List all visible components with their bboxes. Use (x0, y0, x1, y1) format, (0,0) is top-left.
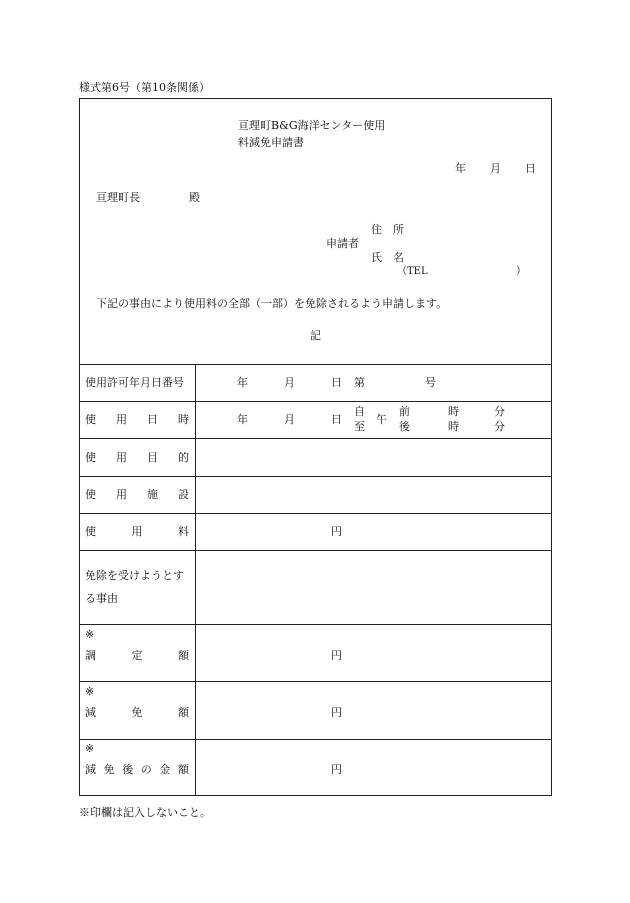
label-char: 定 (131, 649, 143, 662)
datetime-label (85, 414, 189, 425)
addressee-name: 亘理町長 (96, 191, 140, 204)
label-char: 減 (85, 763, 96, 776)
applicant-tel-close: ） (516, 266, 526, 277)
row-divider (79, 401, 552, 402)
label-char: 時 (178, 413, 189, 426)
fee-yen: 円 (331, 525, 342, 538)
label-char: 使 (85, 525, 96, 538)
date-day-label: 日 (525, 162, 536, 175)
application-form (79, 98, 552, 796)
datetime-year: 年 (237, 413, 248, 426)
label-char: 使 (85, 451, 96, 464)
permit-label: 使用許可年月日番号 (85, 376, 184, 389)
label-char: 施 (147, 488, 158, 501)
reason-label-line2: る事由 (85, 592, 118, 605)
column-divider (195, 364, 196, 796)
datetime-go: 午 (376, 413, 387, 426)
label-char: 目 (147, 451, 158, 464)
ki-mark: 記 (310, 329, 321, 342)
label-char: 後 (122, 763, 134, 776)
datetime-to: 至 (354, 420, 365, 433)
purpose-label (85, 452, 189, 463)
datetime-from: 自 (354, 405, 365, 418)
permit-month: 月 (284, 376, 295, 389)
row-divider (79, 438, 552, 439)
datetime-day: 日 (331, 413, 342, 426)
label-char: 用 (116, 451, 127, 464)
datetime-ji-2: 時 (448, 420, 459, 433)
label-char: の (140, 763, 152, 776)
fee-label (85, 526, 189, 537)
row-divider (79, 476, 552, 477)
row-divider (79, 550, 552, 551)
label-char: 料 (178, 525, 189, 538)
row-divider (79, 513, 552, 514)
datetime-fun-2: 分 (494, 420, 505, 433)
after-mark: ※ (85, 742, 95, 755)
facility-label (85, 489, 189, 500)
permit-year: 年 (237, 376, 248, 389)
after-label (85, 764, 189, 775)
footnote: ※印欄は記入しないこと。 (79, 806, 211, 819)
row-divider (79, 739, 552, 740)
label-char: 使 (85, 488, 96, 501)
datetime-fun-1: 分 (494, 405, 505, 418)
request-statement: 下記の事由により使用料の全部（一部）を免除されるよう申請します。 (96, 297, 448, 310)
reduction-yen: 円 (331, 706, 342, 719)
datetime-ato: 後 (399, 420, 410, 433)
applicant-tel-open: （TEL (397, 266, 428, 277)
form-title-line2: 料減免申請書 (238, 136, 304, 149)
row-divider (79, 681, 552, 682)
datetime-ji-1: 時 (448, 405, 459, 418)
reduction-mark: ※ (85, 685, 95, 698)
label-char: 的 (178, 451, 189, 464)
label-char: 金 (159, 763, 171, 776)
permit-gou: 号 (425, 376, 436, 389)
permit-dai: 第 (354, 376, 365, 389)
addressee-honorific: 殿 (189, 191, 200, 204)
applicant-name-label: 氏 名 (371, 251, 404, 264)
label-char: 用 (116, 488, 127, 501)
after-yen: 円 (331, 763, 342, 776)
label-char: 設 (178, 488, 189, 501)
datetime-zen: 前 (399, 405, 410, 418)
assessed-yen: 円 (331, 649, 342, 662)
label-char: 用 (116, 413, 127, 426)
label-char: 免 (103, 763, 115, 776)
applicant-address-label: 住 所 (371, 223, 404, 236)
label-char: 日 (147, 413, 158, 426)
reason-label-line1: 免除を受けようとす (85, 569, 184, 582)
form-number: 様式第6号（第10条関係） (79, 81, 210, 94)
label-char: 減 (85, 706, 96, 719)
label-char: 調 (85, 649, 96, 662)
row-divider (79, 624, 552, 625)
label-char: 額 (178, 706, 189, 719)
datetime-month: 月 (284, 413, 295, 426)
table-top-line (79, 364, 552, 365)
reduction-label (85, 707, 189, 718)
date-year-label: 年 (455, 162, 466, 175)
permit-day: 日 (331, 376, 342, 389)
label-char: 額 (177, 763, 189, 776)
assessed-label (85, 650, 189, 661)
date-month-label: 月 (490, 162, 501, 175)
applicant-label: 申請者 (326, 237, 359, 250)
label-char: 使 (85, 413, 96, 426)
label-char: 額 (178, 649, 189, 662)
assessed-mark: ※ (85, 628, 95, 641)
form-title-line1: 亘理町B&G海洋センター使用 (238, 119, 386, 132)
label-char: 用 (131, 525, 143, 538)
label-char: 免 (131, 706, 143, 719)
